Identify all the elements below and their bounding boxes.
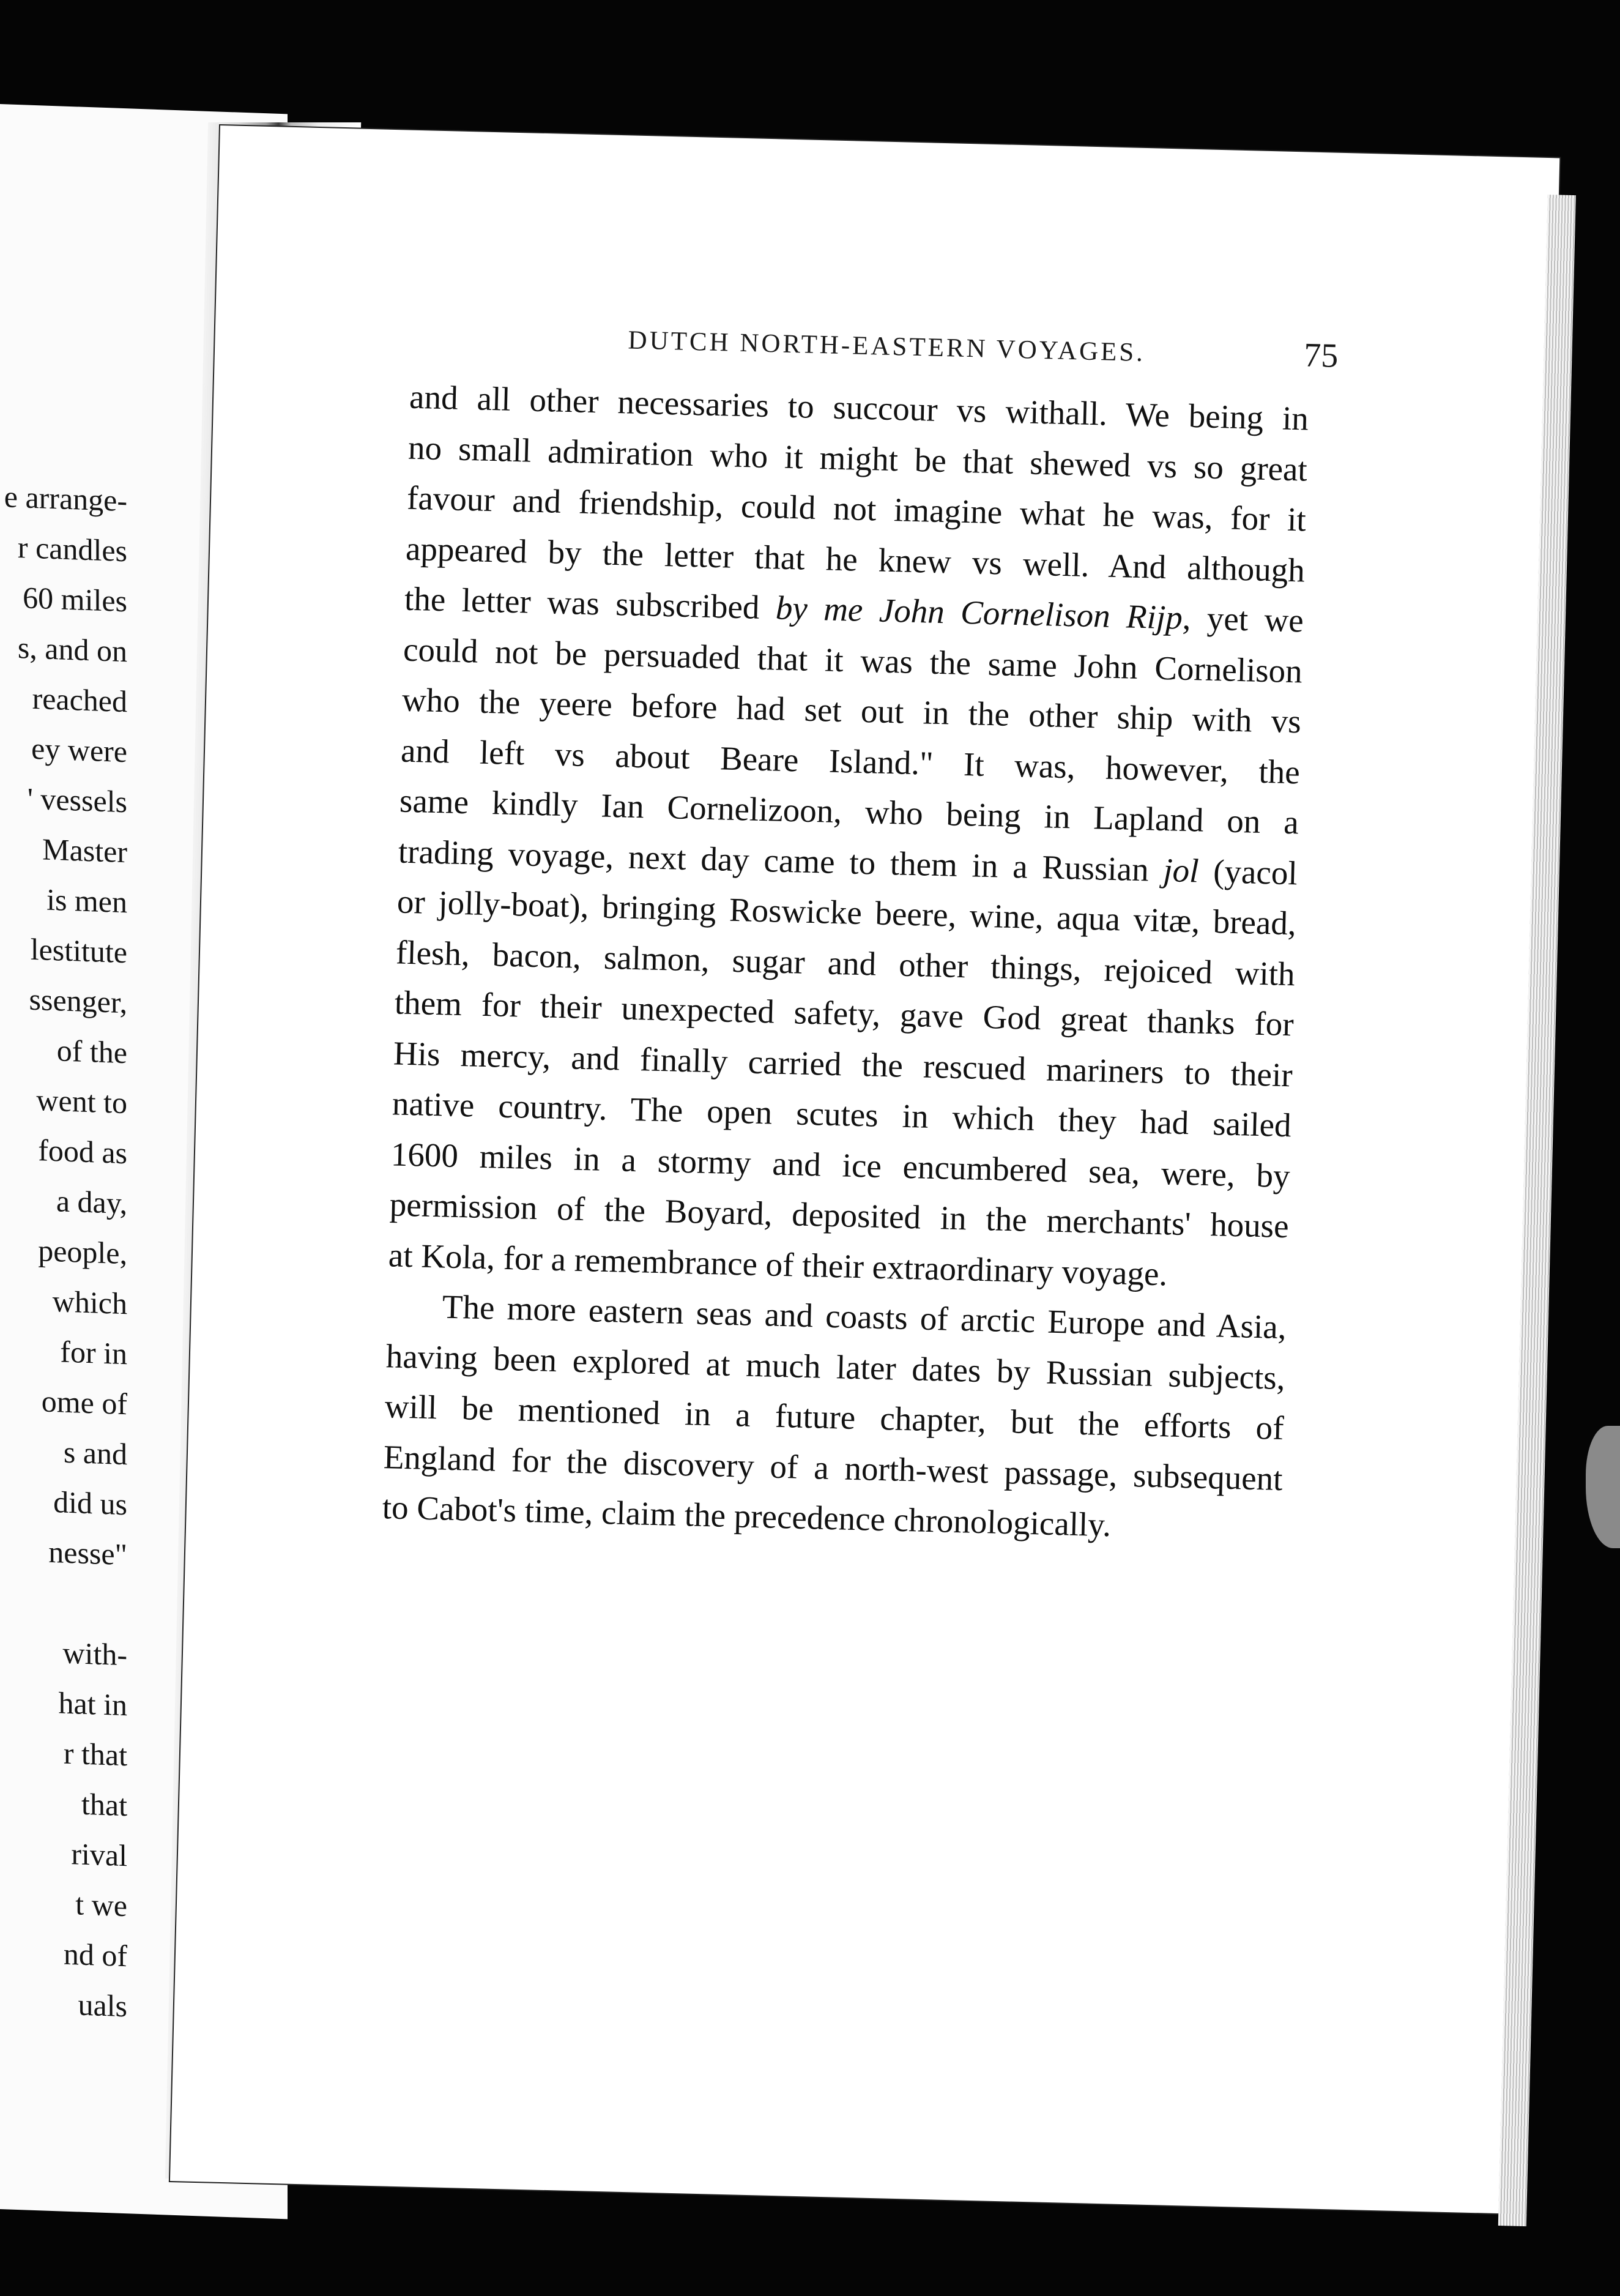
left-page-line: people, bbox=[38, 1233, 127, 1271]
left-page-line: lestitute bbox=[30, 931, 127, 970]
left-page-line: r candles bbox=[17, 530, 127, 568]
left-page-line: Master bbox=[42, 832, 127, 870]
left-page-line: went to bbox=[36, 1083, 127, 1120]
text-segment: , yet we bbox=[1182, 598, 1304, 639]
text-segment: at Kola, for a remembrance of their extraordinary voyage. bbox=[388, 1236, 1168, 1292]
text-segment: favour and friendship, could not imagine what he was, for it bbox=[406, 479, 1307, 539]
page-edges bbox=[1498, 195, 1576, 2226]
left-page-line: ' vessels bbox=[27, 781, 127, 819]
left-page-line: food as bbox=[38, 1133, 127, 1171]
text-segment: could not be persuaded that it was the same John Cornelison bbox=[403, 630, 1303, 690]
left-page-line: s, and on bbox=[17, 630, 127, 669]
page-tab-marker bbox=[1586, 1426, 1620, 1548]
text-segment: no small admiration who it might be that shewed vs so great bbox=[407, 428, 1308, 488]
italic-text-segment: jol bbox=[1162, 851, 1200, 889]
left-page-line: 60 miles bbox=[23, 580, 127, 619]
left-page-line: is men bbox=[46, 882, 127, 920]
left-page-line: with- bbox=[62, 1635, 127, 1672]
left-page-text bbox=[0, 471, 127, 2032]
left-page-line: reached bbox=[32, 680, 127, 719]
text-segment: to Cabot's time, claim the precedence chronologically. bbox=[382, 1488, 1112, 1544]
text-segment: and left vs about Beare Island." It was, however, the bbox=[400, 731, 1301, 791]
text-segment: permission of the Boyard, deposited in the merchants' house bbox=[389, 1185, 1290, 1245]
left-page-line: hat in bbox=[58, 1685, 127, 1723]
text-segment: or jolly-boat), bringing Roswicke beere, wine, aqua vitæ, bread, bbox=[396, 882, 1297, 942]
text-segment: and all other necessaries to succour vs withall. We being in bbox=[409, 378, 1309, 438]
running-head: DUTCH NORTH-EASTERN VOYAGES. bbox=[628, 326, 1146, 368]
right-page bbox=[170, 125, 1559, 2214]
text-segment: native country. The open scutes in which they had sailed bbox=[392, 1084, 1292, 1144]
text-segment: appeared by the letter that he knew vs well. And although bbox=[405, 529, 1306, 589]
text-segment: will be mentioned in a future chapter, but the efforts of bbox=[384, 1387, 1285, 1447]
left-page-line: which bbox=[52, 1283, 127, 1321]
left-page-line: rival bbox=[71, 1836, 127, 1873]
left-page-line: nd of bbox=[63, 1936, 127, 1974]
left-page-line: that bbox=[81, 1786, 127, 1823]
text-segment: them for their unexpected safety, gave God great thanks for bbox=[394, 983, 1295, 1043]
left-page-line: ey were bbox=[31, 731, 127, 769]
left-page-line: of the bbox=[56, 1033, 127, 1070]
text-segment: His mercy, and finally carried the rescued mariners to their bbox=[393, 1034, 1293, 1094]
page-number: 75 bbox=[1303, 336, 1339, 375]
text-segment: England for the discovery of a north-west passage, subsequent bbox=[383, 1437, 1284, 1497]
left-page-line: t we bbox=[75, 1887, 127, 1923]
text-segment: having been explored at much later dates by Russian subjects, bbox=[385, 1336, 1286, 1396]
text-segment: The more eastern seas and coasts of arctic Europe and Asia, bbox=[442, 1288, 1287, 1346]
left-page-line: uals bbox=[78, 1987, 127, 2024]
text-segment: (yacol bbox=[1198, 851, 1298, 892]
text-segment: who the yeere before had set out in the other ship with vs bbox=[401, 680, 1302, 740]
left-page-line: r that bbox=[63, 1735, 127, 1773]
text-segment: the letter was subscribed bbox=[404, 580, 776, 627]
text-segment: same kindly Ian Cornelizoon, who being in Lapland on a bbox=[399, 781, 1299, 841]
left-page-line: did us bbox=[53, 1485, 127, 1522]
left-page-line: e arrange- bbox=[4, 479, 127, 518]
text-segment: trading voyage, next day came to them in a Russian bbox=[398, 832, 1164, 889]
text-segment: 1600 miles in a stormy and ice encumbered sea, were, by bbox=[390, 1135, 1291, 1195]
left-page-line: a day, bbox=[56, 1183, 127, 1221]
left-page-line: nesse" bbox=[48, 1534, 127, 1572]
left-page-line: for in bbox=[60, 1334, 127, 1371]
text-segment: flesh, bacon, salmon, sugar and other things, rejoiced with bbox=[395, 933, 1296, 993]
left-page-line: s and bbox=[63, 1434, 127, 1472]
italic-text-segment: by me John Cornelison Rijp bbox=[775, 589, 1183, 636]
left-page-line: ssenger, bbox=[29, 982, 127, 1020]
body-text bbox=[382, 372, 1309, 1555]
left-page-line bbox=[0, 1575, 127, 1630]
left-page-line: ome of bbox=[41, 1384, 127, 1422]
